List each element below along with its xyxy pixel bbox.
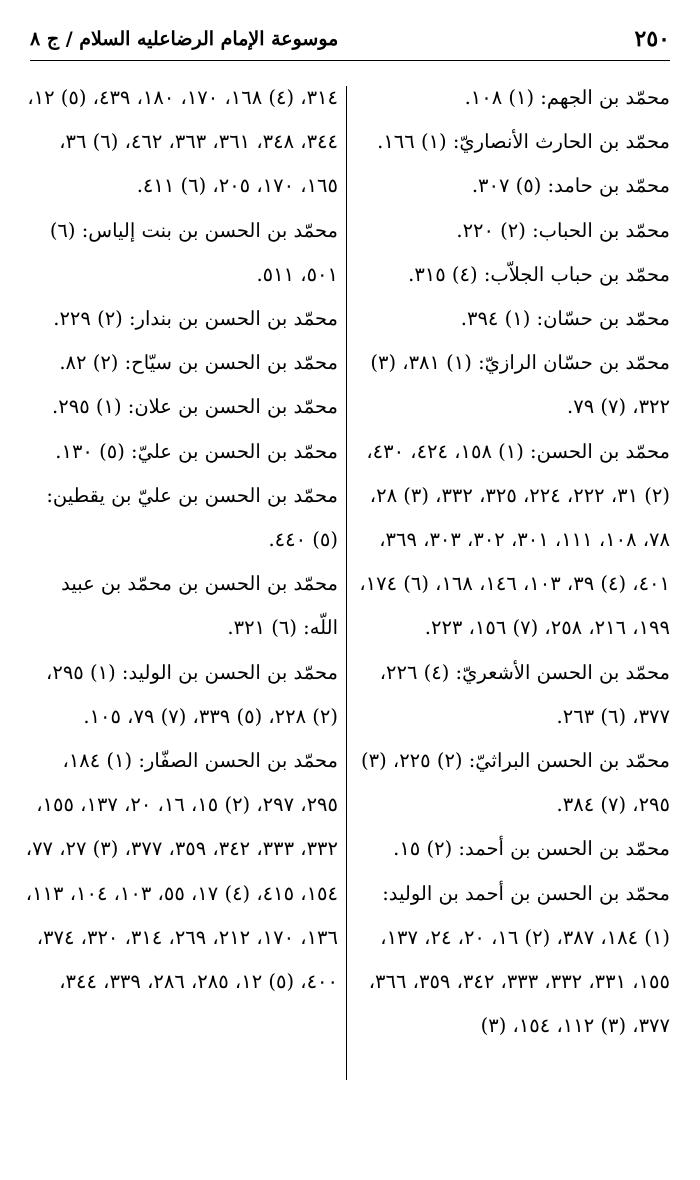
- page-header: [30, 22, 670, 56]
- index-entry: محمّد بن الحسن بن عليّ بن يقطين: (٥) ٤٤٠.: [46, 483, 338, 552]
- index-entry: محمّد بن الحسن البراثيّ: (٢) ٢٢٥، (٣) ٢٩٥، (٧) ٣٨٤.: [361, 749, 670, 817]
- index-entry: محمّد بن الحسن بن أحمد بن الوليد: (١) ١٨٤، ٣٨٧، (٢) ١٦، ٢٠، ٢٤، ١٣٧، ١٥٥، ٣٣١، ٣٣٢، ٣٣٣، ٣٤٢، ٣٥٩، ٣٦٦، ٣٧٧، (٣) ١١٢، ١٥٤، (٣): [368, 881, 670, 1038]
- index-entry: محمّد بن الحسن بن أحمد: (٢) ١٥.: [393, 837, 670, 861]
- index-entry: محمّد بن الحسن بن سيّاح: (٢) ٨٢.: [59, 351, 338, 375]
- index-entry: محمّد بن الحسن بن الوليد: (١) ٢٩٥، (٢) ٢٢٨، (٥) ٣٣٩، (٧) ٧٩، ١٠٥.: [46, 660, 338, 728]
- index-entry: محمّد بن حسّان: (١) ٣٩٤.: [460, 307, 670, 331]
- index-entry: محمّد بن الحسن بن علان: (١) ٢٩٥.: [52, 395, 338, 419]
- index-entry: محمّد بن الحسن بن محمّد بن عبيد اللّه: (٦) ٣٢١.: [61, 572, 338, 640]
- index-entry: محمّد بن الجهم: (١) ١٠٨.: [464, 86, 670, 109]
- index-entry: محمّد بن الحسن بن بندار: (٢) ٢٢٩.: [53, 307, 338, 331]
- index-entry: محمّد بن حسّان الرازيّ: (١) ٣٨١، (٣) ٣٢٢، (٧) ٧٩.: [370, 351, 670, 419]
- index-entry: محمّد بن الحسن: (١) ١٥٨، ٤٢٤، ٤٣٠، (٢) ٣١، ٢٢٢، ٢٢٤، ٣٢٥، ٣٣٢، (٣) ٢٨، ٧٨، ١٠٨، ١١١، ٣٠١، ٣٠٢، ٣٠٣، ٣٦٩، ٤٠١، (٤) ٣٩، ١٠٣، ١٤٦، ١٦٨، (٦) ١٧٤، ١٩٩، ٢١٦، ٢٥٨، (٧) ١٥٦، ٢٢٣.: [359, 439, 670, 640]
- column-divider: [346, 86, 347, 1080]
- index-entry: محمّد بن الحسن الأشعريّ: (٤) ٢٢٦، ٣٧٧، (٦) ٢٦٣.: [379, 660, 670, 728]
- right-column: [356, 76, 670, 1048]
- index-entry: محمّد بن الحسن بن بنت إلياس: (٦) ٥٠١، ٥١١.: [49, 218, 338, 286]
- index-entry: محمّد بن الحباب: (٢) ٢٢٠.: [456, 218, 670, 242]
- index-entry: محمّد بن الحسن الصفّار: (١) ١٨٤، ٢٩٥، ٢٩٧، (٢) ١٥، ١٦، ٢٠، ١٣٧، ١٥٥، ٣٣٢، ٣٣٣، ٣٤٢، ٣٥٩، ٣٧٧، (٣) ٢٧، ٧٧، ١٥٤، ٤١٥، (٤) ١٧، ٥٥، ١٠٣، ١٠٤، ١١٣، ١٣٦، ١٧٠، ٢١٢، ٢٦٩، ٣١٤، ٣٢٠، ٣٧٤، ٤٠٠، (٥) ١٢، ٢٨٥، ٢٨٦، ٣٣٩، ٣٤٤،: [25, 749, 338, 994]
- index-entry: محمّد بن حباب الجلاّب: (٤) ٣١٥.: [408, 262, 670, 286]
- page-number: ٢٥٠: [634, 26, 670, 52]
- index-entry: ٣١٤، (٤) ١٦٨، ١٧٠، ١٨٠، ٤٣٩، (٥) ١٢، ٣٤٤، ٣٤٨، ٣٦١، ٣٦٣، ٤٦٢، (٦) ٣٦، ١٦٥، ١٧٠، ٢٠٥، (٦) ٤١١.: [27, 86, 338, 198]
- left-column: [24, 76, 338, 1004]
- header-rule: [30, 60, 670, 61]
- index-entry: محمّد بن حامد: (٥) ٣٠٧.: [471, 174, 670, 198]
- volume-title: موسوعة الإمام الرضاعليه السلام / ج ٨: [30, 28, 339, 50]
- index-entry: محمّد بن الحسن بن عليّ: (٥) ١٣٠.: [55, 439, 338, 463]
- index-entry: محمّد بن الحارث الأنصاريّ: (١) ١٦٦.: [377, 130, 670, 154]
